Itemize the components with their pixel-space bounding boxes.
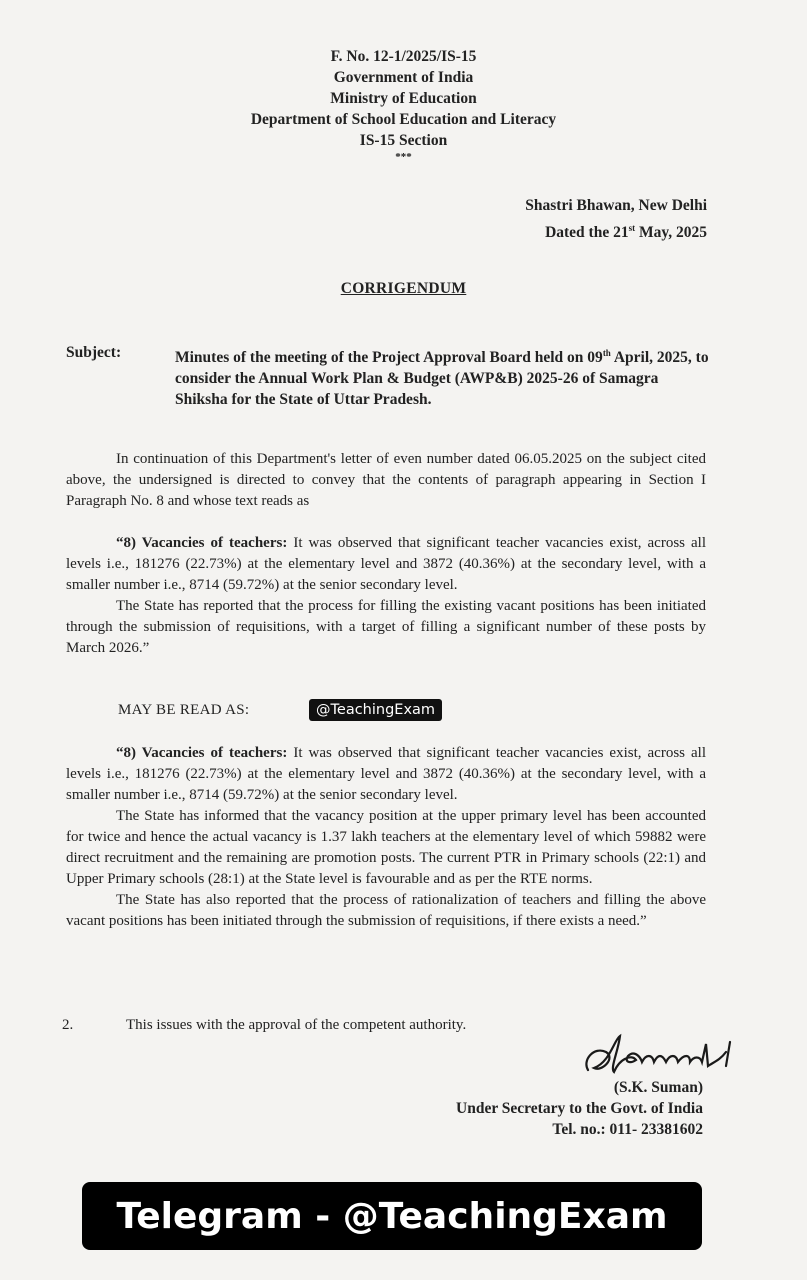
telegram-banner: Telegram - @TeachingExam (82, 1182, 702, 1250)
watermark-tag: @TeachingExam (309, 699, 442, 721)
signatory-block (456, 1077, 703, 1140)
signatory-name: (S.K. Suman) (613, 1079, 703, 1096)
ministry: Ministry of Education (330, 90, 477, 107)
old-heading: “8) Vacancies of teachers: (116, 535, 288, 551)
new-paragraph-3: The State has also reported that the process of rationalization of teachers and filling the above vacant positions has been initiated through the submission of requisitions, if there exists a need.” (66, 892, 706, 929)
signatory-phone: Tel. no.: 011- 23381602 (552, 1121, 703, 1138)
government: Government of India (333, 69, 474, 86)
place: Shastri Bhawan, New Delhi (525, 197, 707, 214)
subject-text: Minutes of the meeting of the Project Approval Board held on 09th April, 2025, to consider the Annual Work Plan & Budget (AWP&B) 2025-26 of Samagra Shiksha for the State of Uttar Pradesh. (175, 348, 709, 409)
intro-paragraph: In continuation of this Department's letter of even number dated 06.05.2025 on the subject cited above, the undersigned is directed to convey that the contents of paragraph appearing in Section I Paragraph No. 8 and whose text reads as (66, 451, 706, 509)
may-be-read-as: MAY BE READ AS: (118, 702, 250, 718)
document-title: CORRIGENDUM (340, 280, 467, 297)
signature-icon (580, 1032, 760, 1082)
letterhead (0, 46, 807, 163)
point-2-number: 2. (62, 1017, 74, 1033)
new-paragraph-2: The State has informed that the vacancy position at the upper primary level has been accounted for twice and hence the actual vacancy is 1.37 lakh teachers at the elementary level of which 59882 were direct recruitment and the remaining are promotion posts. The current PTR in Primary schools (22:1) and Upper Primary schools (28:1) at the State level is favourable and as per the RTE norms. (66, 808, 706, 887)
file-number: F. No. 12-1/2025/IS-15 (330, 48, 477, 65)
signatory-designation: Under Secretary to the Govt. of India (456, 1100, 703, 1117)
place-date (525, 195, 707, 244)
old-paragraph-2: The State has reported that the process for filling the existing vacant positions has been initiated through the submission of requisitions, with a target of filling a significant number of these posts by March 2026.” (66, 598, 706, 656)
department: Department of School Education and Literacy (250, 111, 557, 128)
stars-divider: *** (395, 151, 412, 163)
subject-label: Subject: (66, 344, 122, 361)
point-2-text: This issues with the approval of the competent authority. (126, 1017, 467, 1033)
revised-text (66, 743, 706, 932)
old-paragraph-1: It was observed that significant teacher vacancies exist, across all levels i.e., 181276 (22.73%) at the elementary level and 3872 (40.36%) at the secondary level, with a smaller number i.e., 8714 (59.72%) at the senior secondary level. (66, 535, 707, 593)
section: IS-15 Section (359, 132, 448, 149)
new-paragraph-1: It was observed that significant teacher vacancies exist, across all levels i.e., 181276 (22.73%) at the elementary level and 3872 (40.36%) at the secondary level, with a smaller number i.e., 8714 (59.72%) at the senior secondary level. (66, 745, 707, 803)
date: Dated the 21st May, 2025 (545, 223, 707, 242)
new-heading: “8) Vacancies of teachers: (116, 745, 288, 761)
original-text (66, 533, 706, 659)
